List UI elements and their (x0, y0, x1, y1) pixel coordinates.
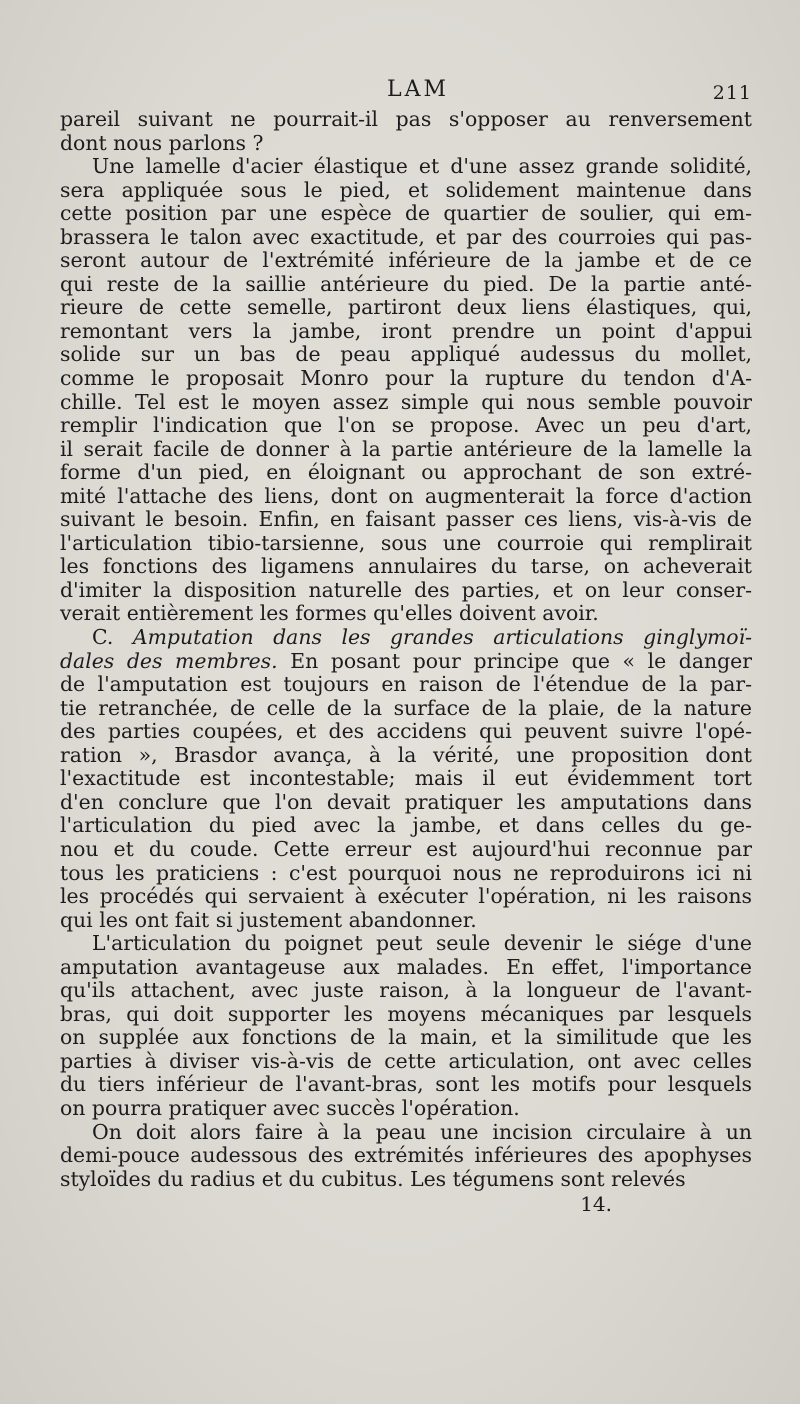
text-line: dont nous parlons ? (60, 130, 264, 155)
paragraph (60, 155, 752, 626)
text-line: remplir l'indication que l'on se propose. Avec un peu d'art, (60, 413, 752, 438)
text-line: rieure de cette semelle, partiront deux liens élastiques, qui, (60, 295, 752, 320)
text-line: On doit alors faire à la peau une incision circulaire à un (92, 1119, 752, 1144)
text-line: tous les praticiens : c'est pourquoi nous ne reproduirons ici ni (60, 860, 752, 885)
text-line: C. Amputation dans les grandes articulations ginglymoï- (92, 625, 752, 650)
text-line: solide sur un bas de peau appliqué audessus du mollet, (60, 342, 752, 367)
paragraph (60, 1121, 752, 1192)
text-line: l'articulation du pied avec la jambe, et dans celles du ge- (60, 813, 752, 838)
text-line: seront autour de l'extrémité inférieure de la jambe et de ce (60, 248, 752, 273)
text-line: qui les ont fait si justement abandonner. (60, 907, 477, 932)
text-line: on supplée aux fonctions de la main, et la similitude que les (60, 1025, 752, 1050)
text-line: des parties coupées, et des accidens qui peuvent suivre l'opé- (60, 719, 752, 744)
page-number: 211 (712, 82, 752, 104)
paragraph (60, 108, 752, 155)
text-line: verait entièrement les formes qu'elles doivent avoir. (60, 601, 599, 626)
text-line: bras, qui doit supporter les moyens mécaniques par lesquels (60, 1001, 752, 1026)
text-line: du tiers inférieur de l'avant-bras, sont les motifs pour lesquels (60, 1072, 752, 1097)
text-line: L'articulation du poignet peut seule devenir le siége d'une (92, 931, 752, 956)
text-line: il serait facile de donner à la partie antérieure de la lamelle la (60, 436, 752, 461)
text-line: pareil suivant ne pourrait-il pas s'opposer au renversement (60, 107, 752, 131)
page-text (60, 72, 752, 1219)
text-line: les procédés qui servaient à exécuter l'opération, ni les raisons (60, 884, 752, 909)
text-line: chille. Tel est le moyen assez simple qui nous semble pouvoir (60, 389, 752, 414)
text-line: brassera le talon avec exactitude, et par des courroies qui pas- (60, 224, 752, 249)
running-title: LAM (386, 77, 450, 102)
text-line: parties à diviser vis-à-vis de cette articulation, ont avec celles (60, 1048, 752, 1073)
text-line: dales des membres. En posant pour principe que « le danger (60, 648, 752, 673)
text-line: remontant vers la jambe, iront prendre un point d'appui (60, 318, 752, 343)
text-line: d'en conclure que l'on devait pratiquer les amputations dans (60, 789, 752, 814)
paragraph (60, 626, 752, 932)
text-line: les fonctions des ligamens annulaires du tarse, on acheverait (60, 554, 752, 579)
text-line: amputation avantageuse aux malades. En effet, l'importance (60, 954, 752, 979)
paragraph (60, 932, 752, 1120)
signature-mark: 14. (580, 1192, 612, 1217)
text-line: nou et du coude. Cette erreur est aujourd'hui reconnue par (60, 836, 752, 861)
text-line: d'imiter la disposition naturelle des parties, et on leur conser- (60, 577, 752, 602)
text-line: sera appliquée sous le pied, et solidement maintenue dans (60, 177, 752, 202)
text-line: qui reste de la saillie antérieure du pied. De la partie anté- (60, 271, 752, 296)
text-line: de l'amputation est toujours en raison de l'étendue de la par- (60, 672, 752, 697)
text-line: l'articulation tibio-tarsienne, sous une courroie qui remplirait (60, 530, 752, 555)
text-line: l'exactitude est incontestable; mais il eut évidemment tort (60, 766, 752, 791)
text-line: mité l'attache des liens, dont on augmenterait la force d'action (60, 483, 752, 508)
running-header (60, 72, 752, 108)
text-line: Une lamelle d'acier élastique et d'une assez grande solidité, (92, 154, 752, 179)
text-line: ration », Brasdor avança, à la vérité, une proposition dont (60, 742, 752, 767)
text-line: demi-pouce audessous des extrémités inférieures des apophyses (60, 1143, 752, 1168)
text-line: on pourra pratiquer avec succès l'opération. (60, 1095, 520, 1120)
text-line: styloïdes du radius et du cubitus. Les tégumens sont relevés (60, 1166, 686, 1191)
text-line: suivant le besoin. Enfin, en faisant passer ces liens, vis-à-vis de (60, 507, 752, 532)
text-line: forme d'un pied, en éloignant ou approchant de son extré- (60, 460, 752, 485)
text-line: tie retranchée, de celle de la surface de la plaie, de la nature (60, 695, 752, 720)
text-line: qu'ils attachent, avec juste raison, à la longueur de l'avant- (60, 978, 752, 1003)
text-line: cette position par une espèce de quartier de soulier, qui em- (60, 201, 752, 226)
body-text (60, 108, 752, 1191)
text-line: comme le proposait Monro pour la rupture du tendon d'A- (60, 366, 752, 391)
